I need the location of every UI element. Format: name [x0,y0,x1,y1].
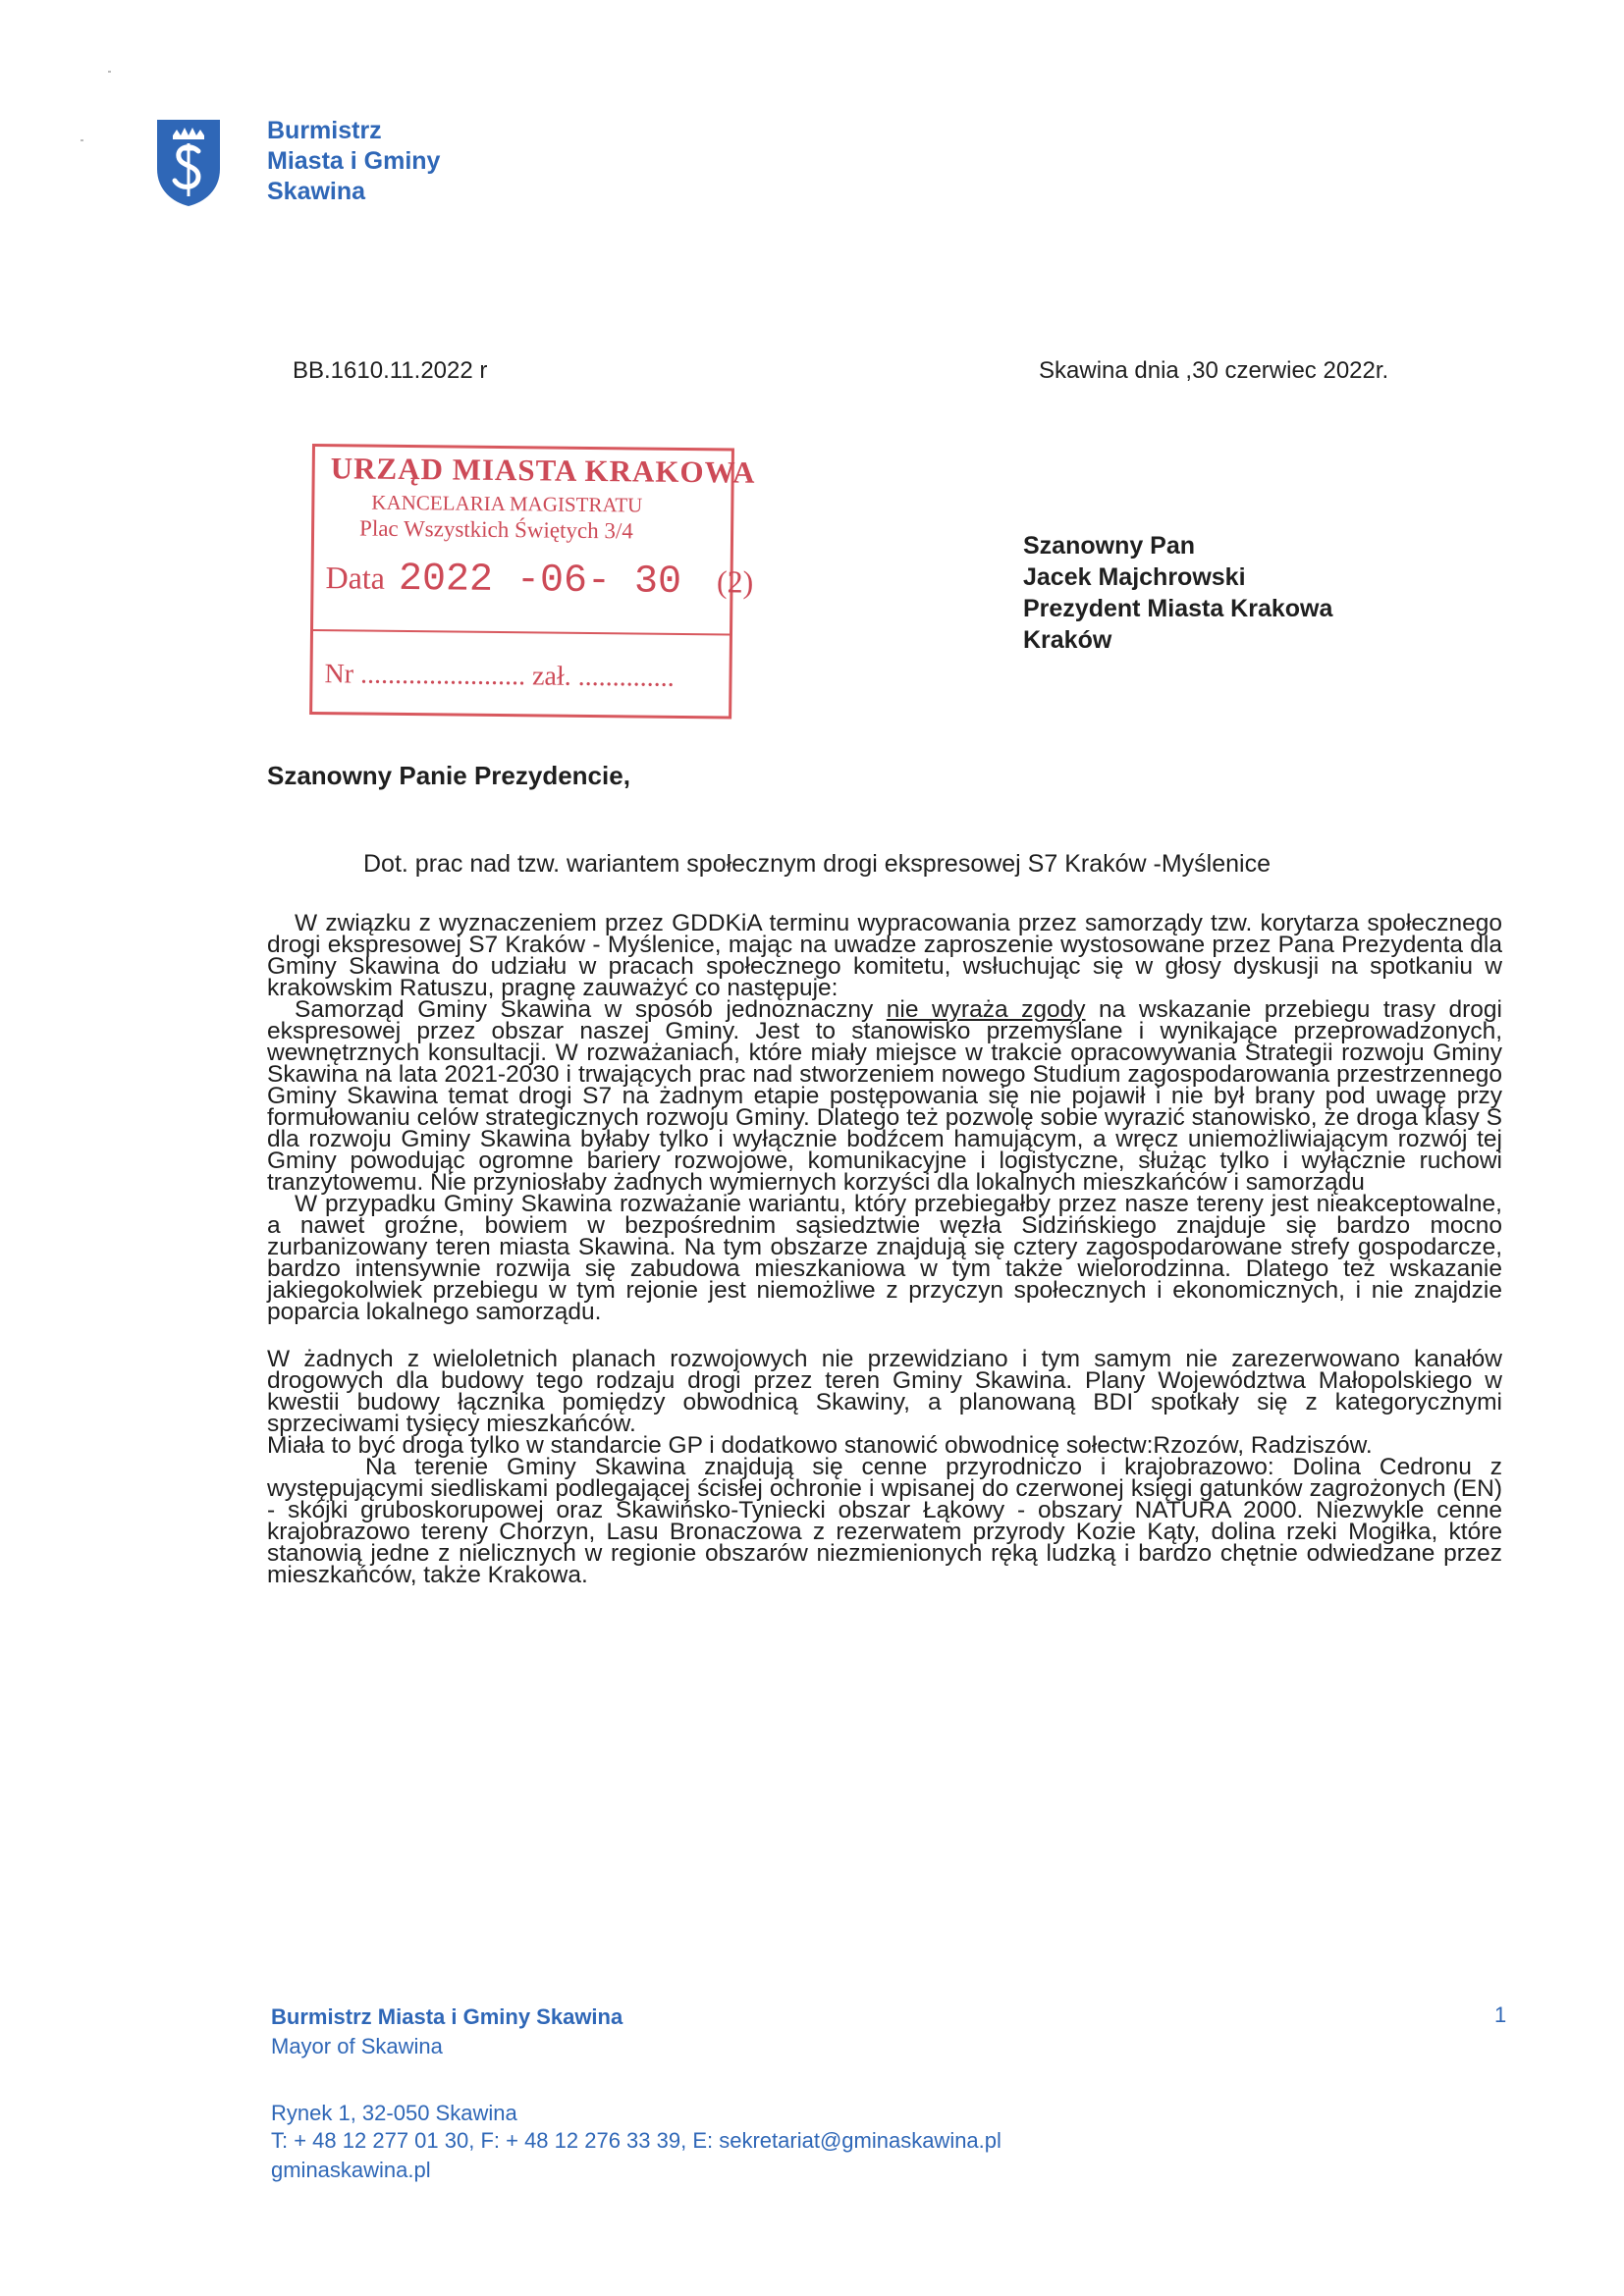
stamp-date-label: Data [325,560,386,596]
addressee-line: Kraków [1023,626,1112,654]
footer-contact: T: + 48 12 277 01 30, F: + 48 12 276 33 39, E: sekretariat@gminaskawina.pl [271,2128,1001,2153]
stamp-date-value: 2022 -06- 30 [398,557,682,605]
addressee-line: Jacek Majchrowski [1023,563,1246,591]
footer-title: Mayor of Skawina [271,2034,443,2058]
place-date: Skawina dnia ,30 czerwiec 2022r. [1039,357,1389,384]
received-stamp [309,444,756,719]
salutation: Szanowny Panie Prezydencie, [267,761,630,790]
stamp-office: URZĄD MIASTA KRAKOWA [330,451,756,490]
body-paragraph: Miała to być droga tylko w standarcie GP i dodatkowo stanowić obwodnicę sołectw:Rzozów, Radziszów. [267,1432,1373,1459]
page-number: 1 [1494,2002,1507,2027]
issuer-line: Miasta i Gminy [267,147,441,175]
addressee-block [1023,530,1332,656]
body-paragraph: W związku z wyznaczeniem przez GDDKiA terminu wypracowania przez samorządy tzw. korytarza społecznego drogi ekspresowej S7 Kraków - Myślenice, mając na uwadze zaproszenie wystosowane przez Pana Prezydenta dla Gminy Skawina do udziału w pracach społecznego komitetu, wsłuchując się w głosy dyskusji na spotkaniu w krakowskim Ratuszu, pragnę zauważyć co następuje: [267,910,1502,1001]
body-paragraph: Na terenie Gminy Skawina znajdują się cenne przyrodniczo i krajobrazowo: Dolina Cedronu z występującymi siedliskami podlegającej ścisłej ochronie i wpisanej do czerwonej księgi gatunków zagrożonych (EN) - skójki gruboskorupowej oraz Skawińsko-Tyniecki obszar Łąkowy - obszary NATURA 2000. Niezwykle cenne krajobrazowo tereny Chorzyn, Lasu Bronaczowa z rezerwatem przyrody Kozie Kąty, dolina rzeki Mogiłka, które stanowią jedne z nielicznych w regionie obszarów niezmienionych ręką ludzką i bardzo chętnie odwiedzane przez mieszkańców, także Krakowa. [267,1454,1502,1588]
subject-line: Dot. prac nad tzw. wariantem społecznym drogi ekspresowej S7 Kraków -Myślenice [363,850,1271,878]
skawina-coat-of-arms-icon [155,118,222,208]
body-paragraph: W przypadku Gminy Skawina rozważanie wariantu, który przebiegałby przez nasze tereny jest nieakceptowalne, a nawet groźne, bowiem w bezpośrednim sąsiedztwie węzła Sidzińskiego znajduje się bardzo mocno zurbanizowany teren miasta Skawina. Na tym obszarze znajdują się cztery zagospodarowane strefy gospodarcze, bardzo intensywnie rozwija się zabudowa mieszkaniowa w tym także wielorodzinna. Dlatego też wskazanie jakiegokolwiek przebiegu w tym rejonie jest niemożliwe z przyczyn społecznych i ekonomicznych, i nie znajdzie poparcia lokalnego samorządu. [267,1191,1502,1325]
stamp-date-row [325,557,753,606]
footer-name: Burmistrz Miasta i Gminy Skawina [271,2004,623,2029]
stamp-divider [313,629,730,635]
addressee-line: Szanowny Pan [1023,532,1196,560]
letter-body [267,910,1502,1588]
stamp-address: Plac Wszystkich Świętych 3/4 [358,515,633,544]
paragraph-text: Samorząd Gminy Skawina w sposób jednoznaczny [295,996,887,1023]
issuer-line: Burmistrz [267,117,382,144]
emphasis-text: nie wyraża zgody [886,996,1086,1023]
issuer-name [267,116,440,207]
stamp-count: (2) [716,563,754,600]
stamp-department: KANCELARIA MAGISTRATU [371,490,643,517]
body-paragraph: W żadnych z wieloletnich planach rozwojowych nie przewidziano i tym samym nie zarezerwowano kanałów drogowych dla budowy tego rodzaju drogi przez teren Gminy Skawina. Plany Województwa Małopolskiego w kwestii budowy łącznika pomiędzy obwodnicą Skawiny, a planowaną BDI spotkały się z kategorycznymi sprzeciwami tysięcy mieszkańców. [267,1346,1502,1437]
footer-website: gminaskawina.pl [271,2158,431,2182]
issuer-line: Skawina [267,178,366,205]
body-paragraph [267,996,1502,1196]
scan-speck [108,71,111,73]
reference-number: BB.1610.11.2022 r [293,357,488,384]
addressee-line: Prezydent Miasta Krakowa [1023,595,1333,622]
stamp-number-row: Nr ........................ zał. .............. [324,659,675,693]
footer-address: Rynek 1, 32-050 Skawina [271,2101,517,2125]
scan-speck [81,139,83,141]
paragraph-text: na wskazanie przebiegu trasy drogi ekspresowej przez obszar naszej Gminy. Jest to stanowisko przemyślane i wynikające przeprowadzonych, wewnętrznych konsultacji. W rozważaniach, które miały miejsce w trakcie opracowywania Strategii rozwoju Gminy Skawina na lata 2021-2030 i trwających prac nad stworzeniem nowego Studium zagospodarowania przestrzennego Gminy Skawina temat drogi S7 na żadnym etapie postępowania się nie pojawił i nie był brany pod uwagę przy formułowaniu celów strategicznych rozwoju Gminy. Dlatego też pozwolę sobie wyrazić stanowisko, że droga klasy S dla rozwoju Gminy Skawina byłaby tylko i wyłącznie bodźcem hamującym, a wręcz uniemożliwiającym rozwój tej Gminy powodując ogromne bariery rozwojowe, komunikacyjne i logistyczne, służąc tylko i wyłącznie ruchowi tranzytowemu. Nie przyniosłaby żadnych wymiernych korzyści dla lokalnych mieszkańców i samorządu [267,996,1502,1196]
